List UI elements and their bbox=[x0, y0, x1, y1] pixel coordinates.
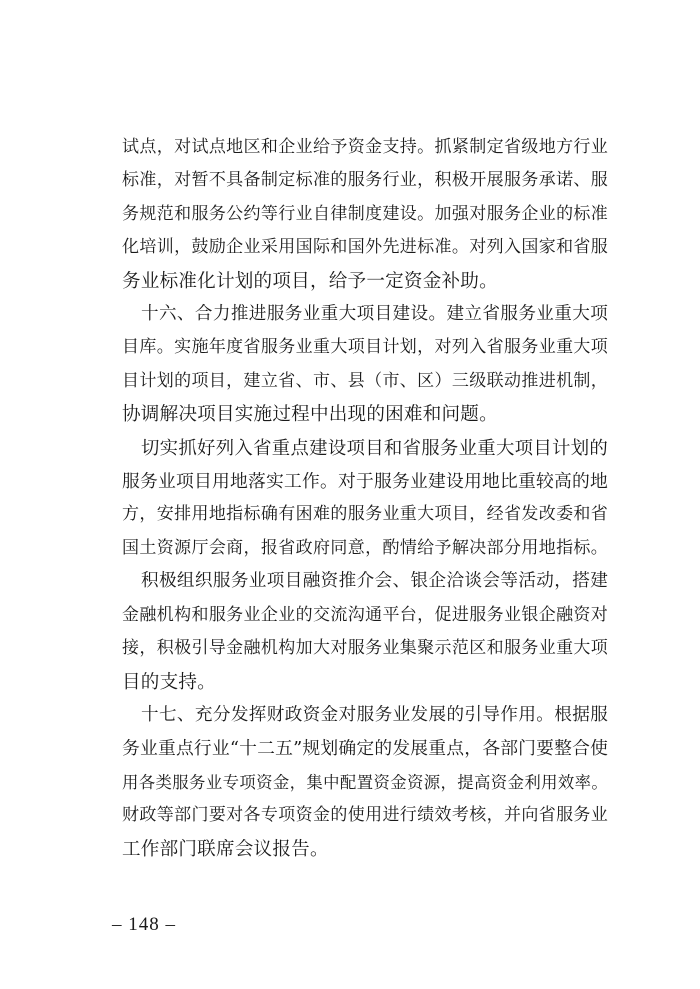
paragraph-major-projects bbox=[122, 298, 608, 432]
text-line: 十七、充分发挥财政资金对服务业发展的引导作用。根据服 bbox=[141, 704, 608, 725]
page-number: – 148 – bbox=[112, 914, 176, 935]
text-line: 目库。实施年度省服务业重大项目计划，对列入省服务业重大项 bbox=[122, 337, 608, 358]
paragraph-land-use bbox=[122, 432, 608, 566]
text-line: 切实抓好列入省重点建设项目和省服务业重大项目计划的 bbox=[141, 437, 608, 459]
paragraph-financing bbox=[122, 565, 608, 699]
text-line: 接，积极引导金融机构加大对服务业集聚示范区和服务业重大项 bbox=[122, 638, 608, 659]
text-line: 金融机构和服务业企业的交流沟通平台，促进服务业银企融资对 bbox=[122, 604, 608, 625]
text-line: 工作部门联席会议报告。 bbox=[122, 838, 329, 860]
text-line: 协调解决项目实施过程中出现的困难和问题。 bbox=[122, 404, 498, 426]
text-line: 标准，对暂不具备制定标准的服务行业，积极开展服务承诺、服 bbox=[122, 170, 608, 191]
text-line: 国土资源厅会商，报省政府同意，酌情给予解决部分用地指标。 bbox=[122, 537, 608, 558]
text-line: 务业重点行业“十二五”规划确定的发展重点，各部门要整合使 bbox=[122, 738, 608, 760]
paragraph-standardization bbox=[122, 131, 608, 298]
paragraph-fiscal-funds bbox=[122, 699, 608, 866]
text-line: 财政等部门要对各专项资金的使用进行绩效考核，并向省服务业 bbox=[122, 805, 608, 826]
text-line: 化培训，鼓励企业采用国际和国外先进标准。对列入国家和省服 bbox=[122, 237, 608, 258]
body-text bbox=[122, 131, 608, 866]
text-line: 服务业项目用地落实工作。对于服务业建设用地比重较高的地 bbox=[122, 471, 608, 493]
text-line: 十六、合力推进服务业重大项目建设。建立省服务业重大项 bbox=[141, 304, 608, 325]
text-line: 目计划的项目，建立省、市、县（市、区）三级联动推进机制， bbox=[122, 370, 608, 391]
text-line: 目的支持。 bbox=[122, 671, 216, 693]
text-line: 积极组织服务业项目融资推介会、银企洽谈会等活动，搭建 bbox=[141, 571, 608, 592]
text-line: 试点，对试点地区和企业给予资金支持。抓紧制定省级地方行业 bbox=[122, 137, 608, 157]
text-line: 务业标准化计划的项目，给予一定资金补助。 bbox=[122, 270, 498, 292]
text-line: 务规范和服务公约等行业自律制度建设。加强对服务企业的标准 bbox=[122, 203, 608, 224]
text-line: 方，安排用地指标确有困难的服务业重大项目，经省发改委和省 bbox=[122, 504, 608, 525]
text-line: 用各类服务业专项资金，集中配置资金资源，提高资金利用效率。 bbox=[122, 772, 608, 792]
